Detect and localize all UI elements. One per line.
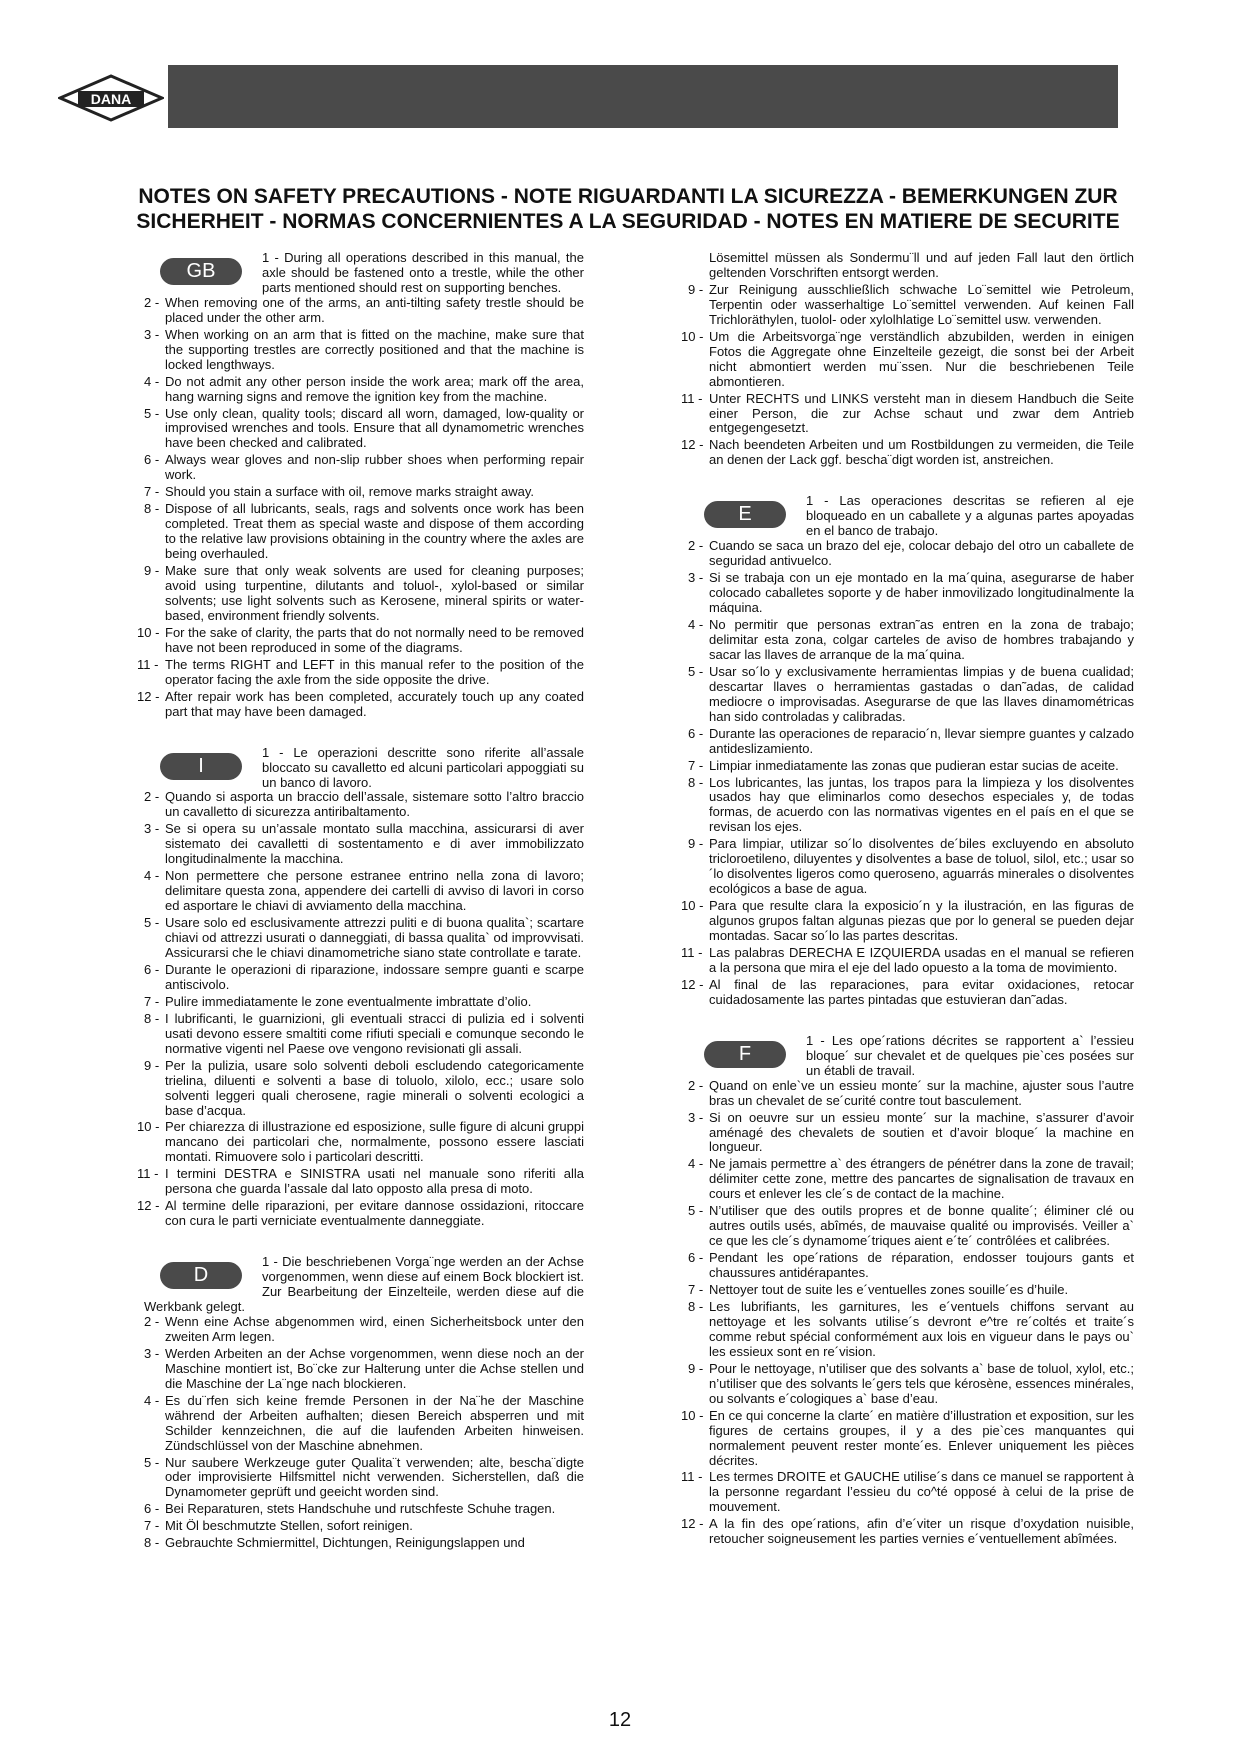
item-number: 10 - <box>681 1407 704 1423</box>
list-item <box>144 869 584 914</box>
item-text: Make sure that only weak solvents are used for cleaning purposes; avoid using turpentine, dilutants and toluol-, xylol-based or similar solvents; use light solvents such as Kerosene, mineral spirits or water-based, environment friendly solvents. <box>165 563 584 623</box>
item-text: I lubrificanti, le guarnizioni, gli eventuali stracci di pulizia ed i solventi usati devono essere smaltiti come rifiuti speciali e comunque secondo le normative vigenti nel Paese ove vengono revisionati gli assali. <box>165 1010 584 1056</box>
list-item <box>688 1251 1134 1281</box>
item-number: 1 - <box>806 1033 825 1048</box>
item-text: Al final de las reparaciones, para evitar oxidaciones, retocar cuidadosamente las partes pintadas que estuvieran dan˜adas. <box>709 976 1134 1007</box>
item-number: 7 - <box>144 993 160 1009</box>
item-number: 9 - <box>688 836 704 852</box>
list-item <box>688 1204 1134 1249</box>
list-item <box>688 571 1134 616</box>
item-text: Per chiarezza di illustrazione ed esposizione, sulle figure di alcuni gruppi mancano dei particolari che, normalmente, possono essere lasciati montati. Rimuovere solo i particolari descritti. <box>165 1119 584 1165</box>
item-text: No permitir que personas extran˜as entren en la zona de trabajo; delimitar esta zona, colgar carteles de aviso de hombres trabajando y sacar las llaves de arranque de la ma´quina. <box>709 616 1134 662</box>
list-item <box>144 1519 584 1534</box>
item-text: Durante las operaciones de reparacio´n, llevar siempre guantes y calzado antideslizamiento. <box>709 725 1134 756</box>
item-text: Gebrauchte Schmiermittel, Dichtungen, Reinigungslappen und <box>165 1535 525 1551</box>
item-number: 11 - <box>681 1469 703 1485</box>
item-number: 10 - <box>681 898 704 914</box>
item-text: Mit Öl beschmutzte Stellen, sofort reinigen. <box>165 1518 413 1534</box>
item-number: 3 - <box>144 821 160 837</box>
item-text: Usar so´lo y exclusivamente herramientas limpias y de buena cualidad; descartar llaves o herramientas gastadas o dan˜adas, de calidad mediocre o improvisadas. Asegurarse de que las llaves dinamométricas han sido controladas y calibradas. <box>709 663 1134 724</box>
item-number: 4 - <box>144 1392 160 1408</box>
page-number: 12 <box>608 1709 632 1731</box>
left-column <box>137 251 584 1577</box>
list-item <box>144 375 584 405</box>
item-text: Non permettere che persone estranee entrino nella zona di lavoro; delimitare questa zona, appendere dei cartelli di avviso di lavori in corso ed asportare le chiavi di avviamento della macchina. <box>165 868 584 914</box>
item-text: Cuando se saca un brazo del eje, colocar debajo del otro un caballete de seguridad antivuelco. <box>709 538 1134 569</box>
item-text: Quando si asporta un braccio dell’assale, sistemare sotto l’altro braccio un cavalletto di sicurezza antiribaltamento. <box>165 789 584 820</box>
item-text: Los lubricantes, las juntas, los trapos para la limpieza y los disolventes usados hay que eliminarlos como desechos especiales y, de todas formas, de acuerdo con las normativas vigentes en el país en el que se revisan los ejes. <box>709 774 1134 835</box>
item-number: 4 - <box>688 616 704 632</box>
dana-logo <box>58 74 164 124</box>
item-number: 12 - <box>681 976 704 992</box>
list-item <box>688 727 1134 757</box>
item-text: Unter RECHTS und LINKS versteht man in diesem Handbuch die Seite einer Person, die zur Achse schaut und zwar dem Antrieb entgegengesetzt. <box>709 390 1134 436</box>
list-item <box>144 296 584 326</box>
item-number: 12 - <box>681 437 704 453</box>
list-item <box>681 390 1134 437</box>
item-number: 2 - <box>688 1077 704 1093</box>
item-number: 6 - <box>144 452 160 468</box>
item-number: 4 - <box>144 373 160 389</box>
item-number: 5 - <box>144 1454 160 1470</box>
item-number: 12 - <box>137 688 160 704</box>
list-item <box>144 1456 584 1501</box>
item-number: 9 - <box>144 1057 160 1073</box>
list-item <box>144 328 584 373</box>
list-item <box>144 1347 584 1392</box>
item-number: 10 - <box>137 624 160 640</box>
right-column <box>681 250 1134 1573</box>
item-text: Do not admit any other person inside the work area; mark off the area, hang warning signs and remove the ignition key from the machine. <box>165 373 584 404</box>
list-item <box>144 916 584 961</box>
item-number: 10 - <box>681 328 704 344</box>
list-item <box>144 1059 584 1119</box>
item-number: 11 - <box>681 390 703 406</box>
item-text: Use only clean, quality tools; discard all worn, damaged, low-quality or improvised wrenches and tools. Ensure that all dynamometric wrenches have been checked and calibrated. <box>165 405 584 451</box>
item-text: Se si opera su un’assale montato sulla macchina, assicurarsi di aver sistemato dei cavalletti di sostentamento e di aver immobilizzato longitudinalmente la macchina. <box>165 821 584 867</box>
list-item <box>144 1012 584 1057</box>
item-text: Die beschriebenen Vorga¨nge werden an der Achse vorgenommen, wenn diese auf einem Bock blockiert ist. Zur Bearbeitung der Einzelteile, werden diese auf die Werkbank gelegt. <box>144 1255 584 1314</box>
item-number: 2 - <box>688 538 704 554</box>
list-item <box>681 1407 1134 1469</box>
list-item <box>144 790 584 820</box>
item-text: Per la pulizia, usare solo solventi deboli escludendo categoricamente trielina, diluenti e solventi a base di toluolo, xilolo, ecc.; usare solo solventi leggeri quali cherosene, ragie minerali o solventi ecologici a base d’acqua. <box>165 1057 584 1118</box>
item-number: 5 - <box>144 405 160 421</box>
list-item <box>144 822 584 867</box>
list-item <box>688 1157 1134 1202</box>
section-it <box>137 745 584 1230</box>
item-number: 11 - <box>137 1166 159 1182</box>
item-text: The terms RIGHT and LEFT in this manual refer to the position of the operator facing the axle from the side opposite the drive. <box>165 656 584 687</box>
item-number: 12 - <box>681 1516 704 1532</box>
list-item <box>688 618 1134 663</box>
section-fr <box>681 1033 1134 1547</box>
list-item <box>144 1315 584 1345</box>
item-number: 4 - <box>688 1156 704 1172</box>
es-language-badge: E <box>704 501 786 528</box>
list-item <box>681 1469 1134 1515</box>
list-item <box>144 564 584 624</box>
item-number: 3 - <box>144 326 160 342</box>
fr-first-item <box>688 1034 1134 1079</box>
list-item <box>688 1300 1134 1360</box>
item-text: N’utiliser que des outils propres et de bonne qualite´; éliminer clé ou autres outils usés, abîmés, de mauvaise qualité ou improvisés. Veiller a` ce que les cle´s dynamome´triques aient e´te´ contrôlées et calibrées. <box>709 1203 1134 1249</box>
item-text: Para que resulte clara la exposicio´n y la ilustración, en las figuras de algunos grupos faltan algunas piezas que por lo general se pueden dejar montadas. Sacar so´lo las partes descritas. <box>709 898 1134 944</box>
list-item <box>144 1502 584 1517</box>
page-title: NOTES ON SAFETY PRECAUTIONS - NOTE RIGUARDANTI LA SICUREZZA - BEMERKUNGEN ZUR SICHERHEIT - NORMAS CONCERNIENTES A LA SEGURIDAD - NOTES EN MATIERE DE SECURITE <box>136 185 1120 233</box>
list-item <box>144 453 584 483</box>
item-number: 3 - <box>688 570 704 586</box>
list-item <box>681 976 1134 1008</box>
item-number: 3 - <box>688 1109 704 1125</box>
item-number: 3 - <box>144 1345 160 1361</box>
item-number: 1 - <box>262 745 284 760</box>
item-number: 7 - <box>144 484 160 500</box>
item-number: 6 - <box>144 961 160 977</box>
list-item <box>688 283 1134 328</box>
list-item <box>681 944 1134 976</box>
list-item <box>144 1536 584 1551</box>
item-text: Pour le nettoyage, n’utiliser que des solvants a` base de toluol, xylol, etc.; n’utiliser que des solvants le´gers tels que kérosène, essences minérales, ou solvants e´cologiques a` base d’eau. <box>709 1360 1134 1406</box>
item-text: When removing one of the arms, an anti-tilting safety trestle should be placed under the other arm. <box>165 294 584 325</box>
item-text: Al termine delle riparazioni, per evitare dannose ossidazioni, ritoccare con cura le parti verniciate eventualmente danneggiate. <box>165 1198 584 1229</box>
item-number: 5 - <box>144 915 160 931</box>
list-item <box>688 539 1134 569</box>
list-item <box>137 624 584 656</box>
de-language-badge: D <box>160 1262 242 1289</box>
item-text: Les lubrifiants, les garnitures, les e´ventuels chiffons servant au nettoyage et les solvants utilise´s devront e^tre re´coltés et traite´s comme rebut spécial conformément aux lois en vigueur dans le pays ou` les essieux sont en re´vision. <box>709 1299 1134 1359</box>
item-text: After repair work has been completed, accurately touch up any coated part that may have been damaged. <box>165 688 584 719</box>
section-es <box>681 494 1134 1007</box>
item-number: 11 - <box>681 944 703 960</box>
item-text: Zur Reinigung ausschließlich schwache Lo¨semittel wie Petroleum, Terpentin oder wasserhaltige Lo¨semittel verwenden. Auf keinen Fall Trichloräthylen, tuolol- oder xylolhlatige Lo¨semittel usw. verwenden. <box>709 281 1134 327</box>
list-item <box>688 1079 1134 1109</box>
item-number: 11 - <box>137 656 159 672</box>
list-item <box>144 502 584 562</box>
fr-language-badge: F <box>704 1041 786 1068</box>
item-text: Nettoyer tout de suite les e´ventuelles zones souille´es d’huile. <box>709 1282 1069 1298</box>
list-item <box>144 407 584 452</box>
list-item <box>681 437 1134 468</box>
item-number: 6 - <box>688 1250 704 1266</box>
item-number: 12 - <box>137 1198 160 1214</box>
item-number: 2 - <box>144 294 160 310</box>
item-number: 8 - <box>144 1010 160 1026</box>
list-item <box>688 1111 1134 1156</box>
item-text: Limpiar inmediatamente las zonas que pudieran estar sucias de aceite. <box>709 757 1119 773</box>
item-text: Nach beendeten Arbeiten und um Rostbildungen zu vermeiden, die Teile an denen der Lack ggf. bescha¨digt worden ist, anstreichen. <box>709 437 1134 468</box>
item-number: 2 - <box>144 789 160 805</box>
item-number: 5 - <box>688 1203 704 1219</box>
header-bar <box>168 65 1118 128</box>
list-item <box>144 995 584 1010</box>
item-number: 4 - <box>144 868 160 884</box>
item-number: 7 - <box>144 1518 160 1534</box>
item-number: 9 - <box>144 563 160 579</box>
item-number: 9 - <box>688 281 704 297</box>
item-text: Usare solo ed esclusivamente attrezzi puliti e di buona qualita`; scartare chiavi od attrezzi usurati o danneggiati, di bassa qualita` od improvvisati. Assicurarsi che le chiavi dinamometriche siano state controllate e tarate. <box>165 915 584 960</box>
item-text: Wenn eine Achse abgenommen wird, einen Sicherheitsbock unter den zweiten Arm legen. <box>165 1313 584 1344</box>
item-text: Ne jamais permettre a` des étrangers de pénétrer dans la zone de travail; délimiter cette zone, mettre des pancartes de signalisation de travaux en cours et enlever les cle´s de contact de la machine. <box>709 1156 1134 1202</box>
list-item <box>681 328 1134 390</box>
item-text: Nur saubere Werkzeuge guter Qualita¨t verwenden; alte, bescha¨digte oder improvisierte Hilfsmittel nicht verwenden. Sicherstellen, daß die Dynamometer geprüft und geeicht worden sind. <box>165 1454 584 1500</box>
item-number: 8 - <box>144 501 160 517</box>
list-item <box>688 759 1134 774</box>
item-text: A la fin des ope´rations, afin d’e´viter un risque d’oxydation nuisible, retoucher soigneusement les parties vernies e´ventuellement abîmées. <box>709 1516 1134 1547</box>
item-text: Les termes DROITE et GAUCHE utilise´s dans ce manuel se rapportent à la personne regardant l’essieu du co^té opposé à celui de la prise de mouvement. <box>709 1469 1134 1515</box>
list-item <box>137 1166 584 1197</box>
item-number: 5 - <box>688 663 704 679</box>
item-text: Las operaciones descritas se refieren al eje bloqueado en un caballete y a algunas partes apoyadas en el banco de trabajo. <box>806 494 1134 539</box>
item-text: Um die Arbeitsvorga¨nge verständlich abzubilden, werden in einigen Fotos die Aggregate ohne Einzelteile gezeigt, die sonst bei der Arbeit nicht abmontiert werden mu¨ssen. Nur die beschriebenen Teile abmontieren. <box>709 328 1134 389</box>
section-de <box>144 1255 584 1551</box>
list-item <box>688 776 1134 836</box>
item-text: Pendant les ope´rations de réparation, endosser toujours gants et chaussures antidérapantes. <box>709 1250 1134 1281</box>
item-number: 1 - <box>262 251 279 265</box>
item-text: Para limpiar, utilizar so´lo disolventes de´biles excluyendo en absoluto tricloroetileno, diluyentes y disolventes a base de toluol, silol, etc.; usar so´lo disolventes ligeros como queroseno, aguarrás minerales o disolventes ecológicos a base de agua. <box>709 836 1134 897</box>
item-text: Dispose of all lubricants, seals, rags and solvents once work has been completed. Treat them as special waste and dispose of them according to the relative law provisions obtaining in the country where the axles are being overhauled. <box>165 501 584 562</box>
section-de-continued <box>681 250 1134 468</box>
list-item <box>688 1283 1134 1298</box>
item-number: 6 - <box>144 1501 160 1517</box>
item-text: Las palabras DERECHA E IZQUIERDA usadas en el manual se refieren a la persona que mira el eje del lado opuesto a la toma de movimiento. <box>709 944 1134 975</box>
item-number: 7 - <box>688 1282 704 1298</box>
item-text: Should you stain a surface with oil, remove marks straight away. <box>165 484 534 500</box>
item-text: Les ope´rations décrites se rapportent a` l’essieu bloque´ sur chevalet et de quelques pie`ces posées sur un établi de travail. <box>806 1033 1134 1078</box>
item-number: 8 - <box>688 774 704 790</box>
list-item <box>144 963 584 993</box>
list-item <box>144 1394 584 1454</box>
item-text: For the sake of clarity, the parts that do not normally need to be removed have not been reproduced in some of the diagrams. <box>165 624 584 655</box>
item-number: 8 - <box>144 1535 160 1551</box>
item-text: Werden Arbeiten an der Achse vorgenommen, wenn diese noch an der Maschine montiert ist, Bo¨cke zur Halterung unter die Achse stellen und die Maschine der La¨nge nach blockieren. <box>165 1345 584 1391</box>
item-number: 10 - <box>137 1119 160 1135</box>
item-number: 6 - <box>688 725 704 741</box>
list-item <box>137 688 584 720</box>
item-text: En ce qui concerne la clarte´ en matière d’illustration et exposition, sur les figures de certains groupes, il y a des pie`ces manquantes qui normalement peuvent rester monte´es. Enlever uniquement les pièces décrites. <box>709 1407 1134 1468</box>
item-number: 2 - <box>144 1313 160 1329</box>
list-item <box>688 665 1134 725</box>
list-item <box>688 1362 1134 1407</box>
list-item <box>137 1198 584 1229</box>
item-text: Bei Reparaturen, stets Handschuhe und rutschfeste Schuhe tragen. <box>165 1501 556 1517</box>
item-text: When working on an arm that is fitted on the machine, make sure that the supporting trestles are correctly positioned and that the machine is locked lengthways. <box>165 326 584 372</box>
item-text: Es du¨rfen sich keine fremde Personen in der Na¨he der Maschine während der Arbeiten aufhalten; diesen Bereich absperren und mit Schilder kennzeichnen, die auf die laufenden Arbeiten hinweisen. Zündschlüssel von der Maschine abnehmen. <box>165 1392 584 1453</box>
gb-first-item <box>144 251 584 296</box>
item-text: Si se trabaja con un eje montado en la ma´quina, asegurarse de haber colocado caballetes soporte y de haber inmovilizado longitudinalmente la máquina. <box>709 570 1134 616</box>
it-first-item <box>144 746 584 791</box>
list-item <box>681 1516 1134 1547</box>
item-text: Pulire immediatamente le zone eventualmente imbrattate d’olio. <box>165 993 532 1009</box>
item-text: Always wear gloves and non-slip rubber shoes when performing repair work. <box>165 452 584 483</box>
item-text: Si on oeuvre sur un essieu monte´ sur la machine, s’assurer d’avoir aménagé des chevalets de soutien et d’avoir bloque´ la machine en longueur. <box>709 1109 1134 1155</box>
item-text: Le operazioni descritte sono riferite all’assale bloccato su cavalletto ed alcuni particolari appoggiati su un banco di lavoro. <box>262 745 584 790</box>
de-first-item <box>144 1255 584 1315</box>
list-item <box>137 656 584 688</box>
logo-text: DANA <box>90 91 132 107</box>
item-text: I termini DESTRA e SINISTRA usati nel manuale sono riferiti alla persona che guarda l’assale dal lato opposto alla presa di moto. <box>165 1166 584 1197</box>
it-language-badge: I <box>160 753 242 780</box>
list-item <box>144 485 584 500</box>
es-first-item <box>688 494 1134 539</box>
item-number: 9 - <box>688 1360 704 1376</box>
item-number: 8 - <box>688 1299 704 1314</box>
list-item <box>681 898 1134 944</box>
list-item <box>137 1119 584 1165</box>
item-number: 1 - <box>262 1255 278 1270</box>
de-item-8-continued: Lösemittel müssen als Sondermu¨ll und auf jeden Fall laut den örtlich geltenden Vorschriften entsorgt werden. <box>709 250 1134 280</box>
item-text: Quand on enle`ve un essieu monte´ sur la machine, ajuster sous l’autre bras un chevalet de se´curité contre tout basculement. <box>709 1077 1134 1108</box>
gb-language-badge: GB <box>160 258 242 285</box>
list-item <box>688 837 1134 897</box>
item-number: 7 - <box>688 757 704 773</box>
item-number: 1 - <box>806 494 829 509</box>
section-gb <box>137 251 584 720</box>
item-text: During all operations described in this manual, the axle should be fastened onto a trestle, while the other parts mentioned should rest on supporting benches. <box>262 251 584 295</box>
item-text: Durante le operazioni di riparazione, indossare sempre guanti e scarpe antiscivolo. <box>165 961 584 992</box>
